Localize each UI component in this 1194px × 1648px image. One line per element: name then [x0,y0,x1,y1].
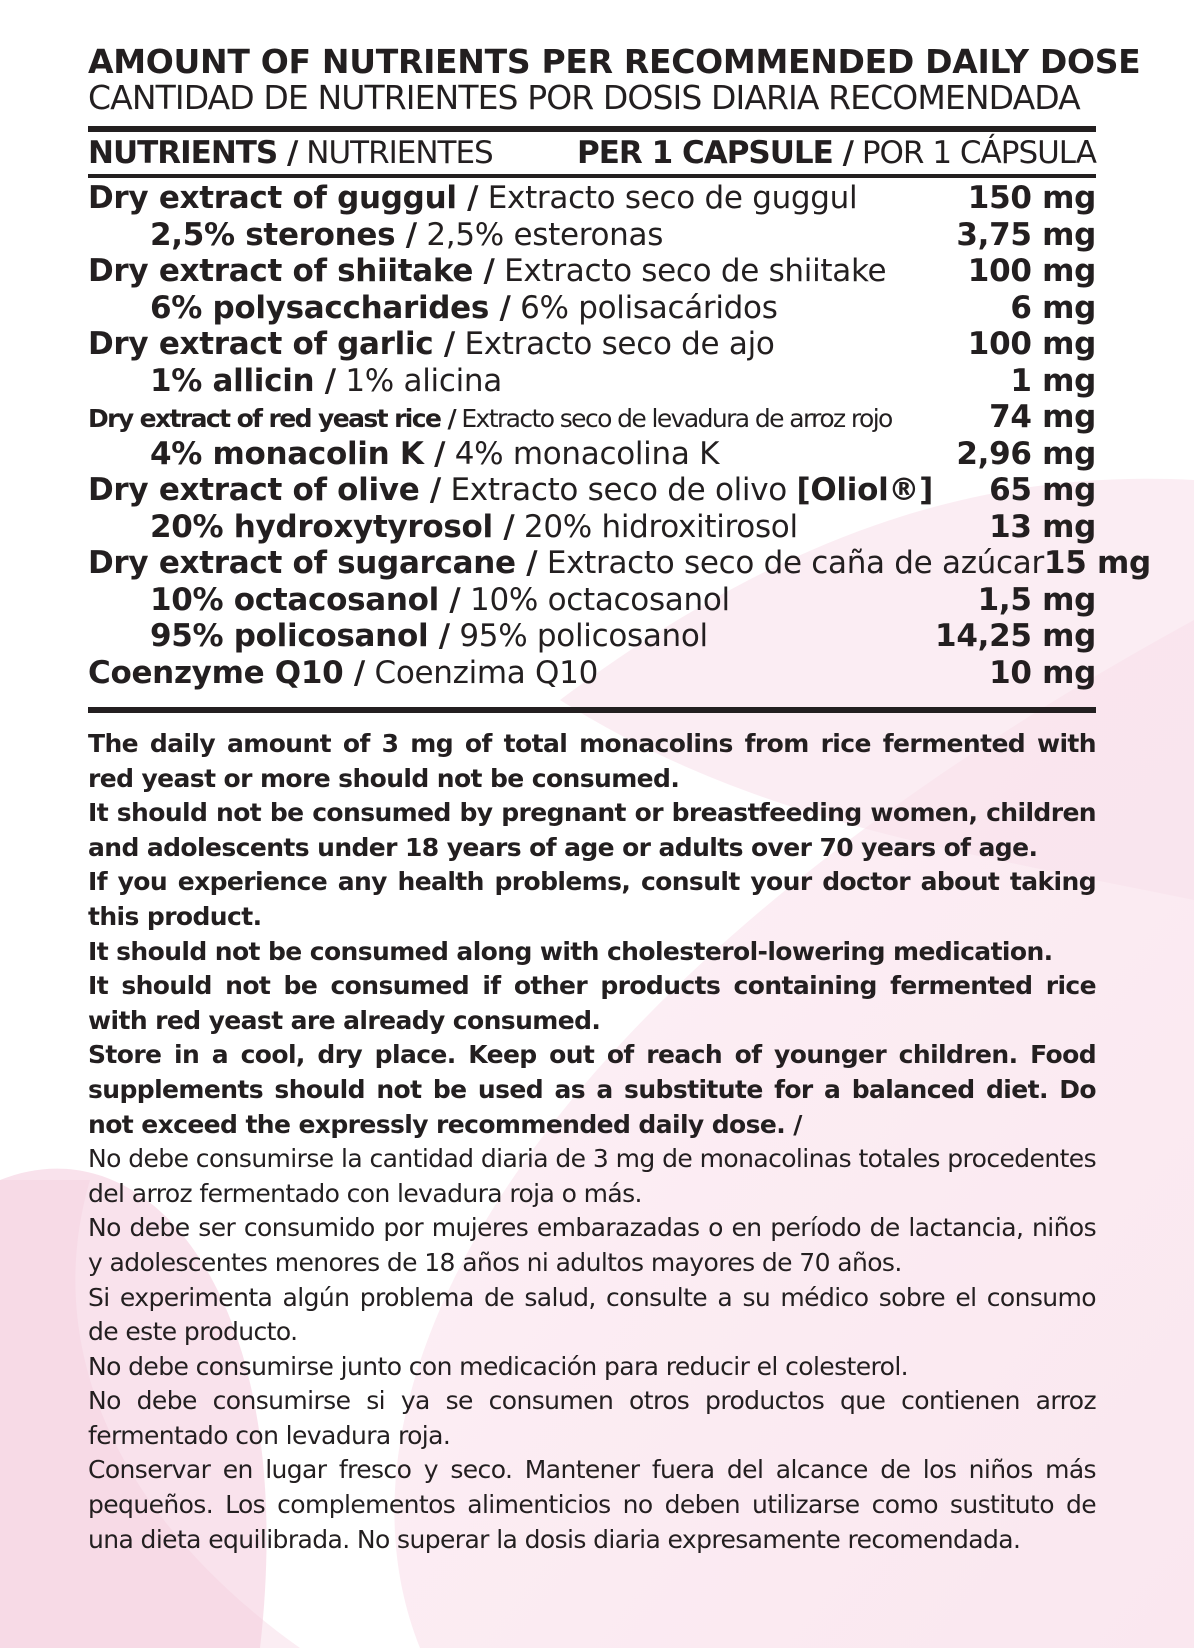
nutrient-table [88,178,1151,707]
nutrient-name [88,290,778,327]
nutrient-name [88,618,708,655]
nutrient-name-spanish: 2,5% esteronas [426,216,664,253]
warning-english: The daily amount of 3 mg of total monacolins from rice fermented with red yeast or more should not be consumed. [88,729,1096,793]
nutrient-name-english: 20% hydroxytyrosol / [150,508,515,545]
warning-spanish: Conservar en lugar fresco y seco. Mantener fuera del alcance de los niños más pequeños. Los complementos alimenticios no deben utilizarse como sustituto de una dieta equilibrada. No superar la dosis diaria expresamente recomendada. [88,1455,1096,1554]
nutrient-name [88,472,933,509]
nutrient-name [88,401,892,438]
nutrient-subrow [88,436,1096,473]
nutrient-row [88,253,1096,290]
nutrient-subrow [88,217,1096,254]
nutrient-name [88,253,886,290]
warning-spanish: No debe consumirse la cantidad diaria de 3 mg de monacolinas totales procedentes del arroz fermentado con levadura roja o más. [88,1144,1096,1208]
warnings [88,727,1096,1557]
warning-spanish: No debe consumirse junto con medicación para reducir el colesterol. [88,1351,909,1381]
nutrient-amount: 100 mg [967,253,1096,289]
nutrient-amount: 3,75 mg [956,216,1096,253]
nutrient-amount: 150 mg [967,180,1096,216]
nutrient-name-english: 6% polysaccharides / [150,289,511,326]
title-english: AMOUNT OF NUTRIENTS PER RECOMMENDED DAILY DOSE [88,42,1141,81]
nutrient-name-spanish: 6% polisacáridos [520,289,778,326]
nutrient-name [88,363,502,400]
nutrient-amount: 13 mg [989,508,1096,545]
nutrition-label [88,42,1151,1557]
nutrient-name [88,436,719,473]
nutrient-name-spanish: Extracto seco de shiitake [504,253,887,289]
nutrient-name [88,180,857,217]
nutrient-name-spanish: Extracto seco de levadura de arroz rojo [461,404,892,433]
nutrient-subrow [88,363,1096,400]
warning-english: If you experience any health problems, consult your doctor about taking this product. [88,867,1096,931]
nutrient-name-spanish: 20% hidroxitirosol [523,508,798,545]
warning-english: It should not be consumed if other products containing fermented rice with red yeast are already consumed. [88,971,1096,1035]
title-spanish: CANTIDAD DE NUTRIENTES POR DOSIS DIARIA RECOMENDADA [88,78,1080,117]
nutrient-name-spanish: Extracto seco de ajo [464,326,775,362]
nutrient-row [88,655,1096,692]
table-header [88,132,1096,174]
nutrient-name-english: Dry extract of sugarcane / [88,545,538,581]
warnings-english [88,727,1096,1142]
nutrient-subrow [88,509,1096,546]
divider-bottom [88,707,1096,713]
nutrient-name-spanish: 10% octacosanol [470,581,730,618]
nutrient-amount: 1,5 mg [977,581,1096,618]
warning-english: It should not be consumed along with cholesterol-lowering medication. [88,936,1053,966]
nutrient-name-english: Coenzyme Q10 / [88,654,365,691]
warning-spanish: No debe ser consumido por mujeres embarazadas o en período de lactancia, niños y adolescentes menores de 18 años ni adultos mayores de 70 años. [88,1213,1096,1277]
warning-english: Store in a cool, dry place. Keep out of reach of younger children. Food supplements should not be used as a substitute for a balanced diet. Do not exceed the expressly recommended daily dose. / [88,1040,1096,1139]
nutrient-name-spanish: 1% alicina [345,362,502,399]
nutrient-name-english: 95% policosanol / [150,618,450,654]
nutrient-name-english: Dry extract of garlic / [88,326,455,362]
nutrient-name [88,545,1044,582]
nutrient-amount: 10 mg [989,654,1096,691]
warnings-spanish [88,1142,1096,1557]
nutrient-name [88,326,775,363]
nutrient-subrow [88,582,1096,619]
header-nutrients: NUTRIENTS / NUTRIENTES [88,135,493,171]
nutrient-subrow [88,618,1096,655]
nutrient-name-english: Dry extract of guggul / [88,180,479,216]
nutrient-amount: 1 mg [1010,362,1096,399]
nutrient-name-english: Dry extract of olive / [88,472,441,508]
nutrient-row [88,326,1096,363]
nutrient-amount: 15 mg [1043,545,1151,581]
nutrient-name-spanish: Extracto seco de olivo [450,472,787,508]
nutrient-name-spanish: 95% policosanol [459,618,708,654]
nutrient-amount: 65 mg [989,472,1096,508]
nutrient-row [88,399,1096,436]
nutrient-row [88,472,1096,509]
nutrient-name-spanish: 4% monacolina K [454,435,720,472]
nutrient-name [88,582,730,619]
nutrient-name-english: Dry extract of shiitake / [88,253,495,289]
nutrient-name-english: Dry extract of red yeast rice / [88,404,455,433]
nutrient-name-spanish: Extracto seco de guggul [487,180,858,216]
nutrient-amount: 2,96 mg [956,435,1096,472]
nutrient-amount: 74 mg [989,399,1096,435]
nutrient-amount: 6 mg [1010,289,1096,326]
nutrient-amount: 14,25 mg [935,618,1096,654]
nutrient-subrow [88,290,1096,327]
nutrient-name-english: 1% allicin / [150,362,336,399]
warning-spanish: Si experimenta algún problema de salud, consulte a su médico sobre el consumo de este producto. [88,1282,1096,1347]
warning-spanish: No debe consumirse si ya se consumen otros productos que contienen arroz fermentado con levadura roja. [88,1386,1096,1450]
brand-mark: [Oliol®] [796,472,933,508]
header-per-capsule: PER 1 CAPSULE / POR 1 CÁPSULA [577,135,1096,171]
nutrient-name [88,655,598,692]
nutrient-row [88,180,1096,217]
nutrient-name-spanish: Coenzima Q10 [374,654,598,691]
nutrient-name-english: 10% octacosanol / [150,581,461,618]
nutrient-row [88,545,1151,582]
nutrient-name-spanish: Extracto seco de caña de azúcar [546,545,1044,581]
nutrient-name-english: 2,5% sterones / [150,216,417,253]
warning-english: It should not be consumed by pregnant or breastfeeding women, children and adolescents under 18 years of age or adults over 70 years of age. [88,798,1096,862]
nutrient-name-english: 4% monacolin K / [150,435,446,472]
nutrient-amount: 100 mg [967,326,1096,362]
nutrient-name [88,509,798,546]
nutrient-name [88,217,663,254]
